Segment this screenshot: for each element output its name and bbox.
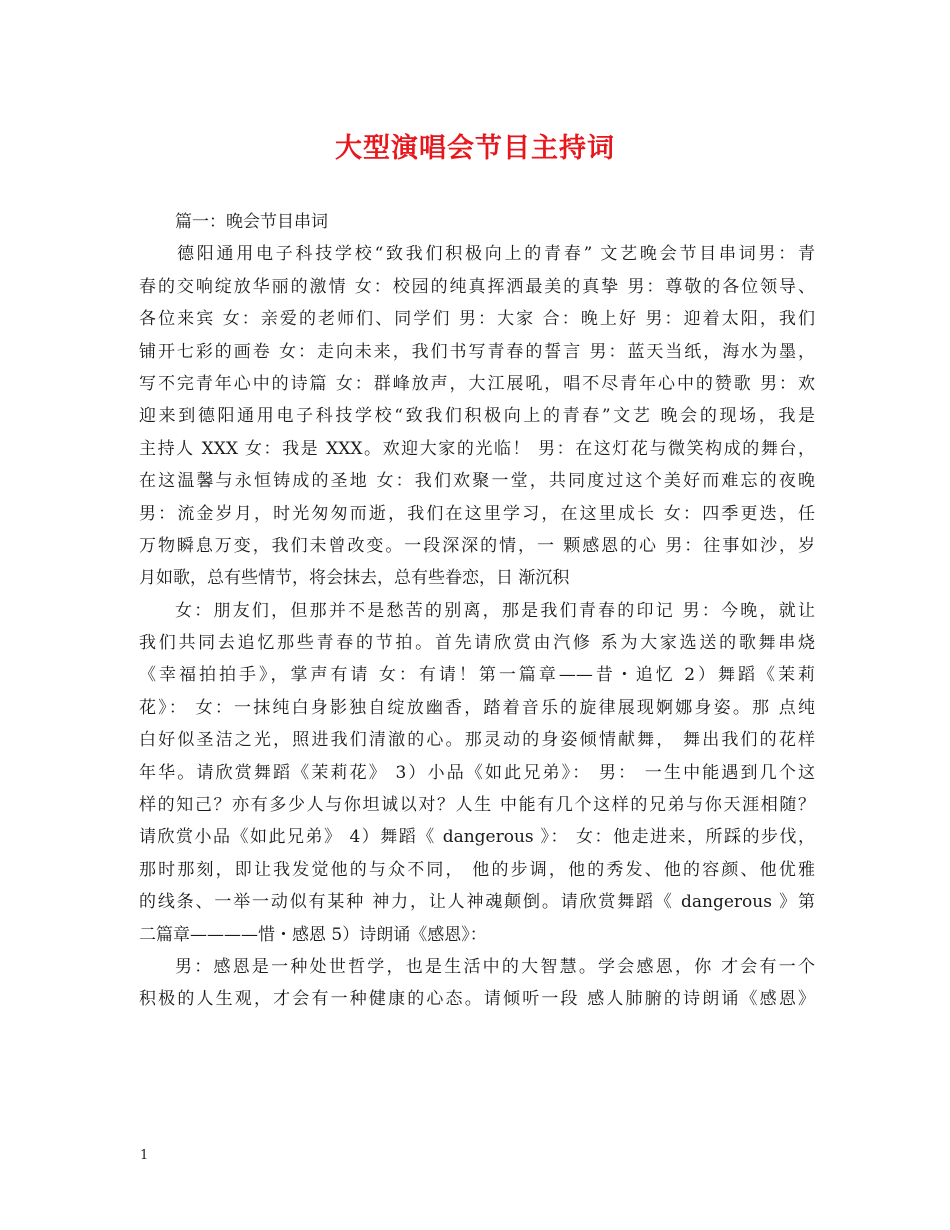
text-line: 月如歌，总有些情节，将会抹去，总有些眷恋，日 渐沉积 <box>139 568 570 589</box>
text-line: 万物瞬息万变，我们未曾改变。一段深深的情，一 颗感恩的心 男：往事如沙，岁 <box>139 535 815 556</box>
text-line: 的线条、一举一动似有某种 神力，让人神魂颠倒。请欣赏舞蹈《 dangerous 》第 <box>139 892 815 913</box>
text-line: 我们共同去追忆那些青春的节拍。首先请欣赏由汽修 系为大家选送的歌舞串烧 <box>139 633 815 654</box>
text-line: 年华。请欣赏舞蹈《茉莉花》 3）小品《如此兄弟》： 男： 一生中能遇到几个这 <box>139 762 815 783</box>
text-line: 铺开七彩的画卷 女：走向未来，我们书写青春的誓言 男：蓝天当纸，海水为墨， <box>139 341 815 362</box>
text-line: 春的交响绽放华丽的激情 女：校园的纯真挥洒最美的真挚 男：尊敬的各位领导、 <box>139 276 815 297</box>
text-line: 《幸福拍拍手》，掌声有请 女：有请！第一篇章——昔・追忆 2）舞蹈《茉莉 <box>139 665 815 686</box>
text-line: 女：朋友们，但那并不是愁苦的别离，那是我们青春的印记 男：今晚，就让 <box>175 600 815 621</box>
text-line: 二篇章————惜・感恩 5）诗朗诵《感恩》： <box>139 924 487 945</box>
text-line: 德阳通用电子科技学校“致我们积极向上的青春” 文艺晚会节目串词男：青 <box>177 244 815 265</box>
document-title: 大型演唱会节目主持词 <box>335 133 615 164</box>
text-line: 那时那刻，即让我发觉他的与众不同， 他的步调，他的秀发、他的容颜、他优雅 <box>139 859 815 880</box>
page-number: 1 <box>140 1148 149 1163</box>
text-line: 样的知己？亦有多少人与你坦诚以对？人生 中能有几个这样的兄弟与你天涯相随？ <box>139 795 815 816</box>
section-heading: 篇一：晚会节目串词 <box>175 212 328 232</box>
text-line: 主持人 XXX 女：我是 XXX。欢迎大家的光临！ 男：在这灯花与微笑构成的舞台， <box>139 438 815 459</box>
text-line: 写不完青年心中的诗篇 女：群峰放声，大江展吼，唱不尽青年心中的赞歌 男：欢 <box>139 373 815 394</box>
text-line: 花》： 女：一抹纯白身影独自绽放幽香，踏着音乐的旋律展现婀娜身姿。那 点纯 <box>139 697 815 718</box>
text-line: 在这温馨与永恒铸成的圣地 女：我们欢聚一堂，共同度过这个美好而难忘的夜晚 <box>139 471 815 492</box>
text-line: 男：感恩是一种处世哲学，也是生活中的大智慧。学会感恩，你 才会有一个 <box>175 956 815 977</box>
text-line: 积极的人生观，才会有一种健康的心态。请倾听一段 感人肺腑的诗朗诵《感恩》 <box>139 989 815 1010</box>
document-body <box>139 206 815 1016</box>
text-line: 白好似圣洁之光，照进我们清澈的心。那灵动的身姿倾情献舞， 舞出我们的花样 <box>139 730 815 751</box>
text-line: 各位来宾 女：亲爱的老师们、同学们 男：大家 合：晚上好 男：迎着太阳，我们 <box>139 309 815 330</box>
text-line: 迎来到德阳通用电子科技学校“致我们积极向上的青春”文艺 晚会的现场，我是 <box>139 406 815 427</box>
text-line: 请欣赏小品《如此兄弟》 4）舞蹈《 dangerous 》： 女：他走进来，所踩的步伐， <box>139 827 815 848</box>
text-line: 男：流金岁月，时光匆匆而逝，我们在这里学习，在这里成长 女：四季更迭，任 <box>139 503 815 524</box>
